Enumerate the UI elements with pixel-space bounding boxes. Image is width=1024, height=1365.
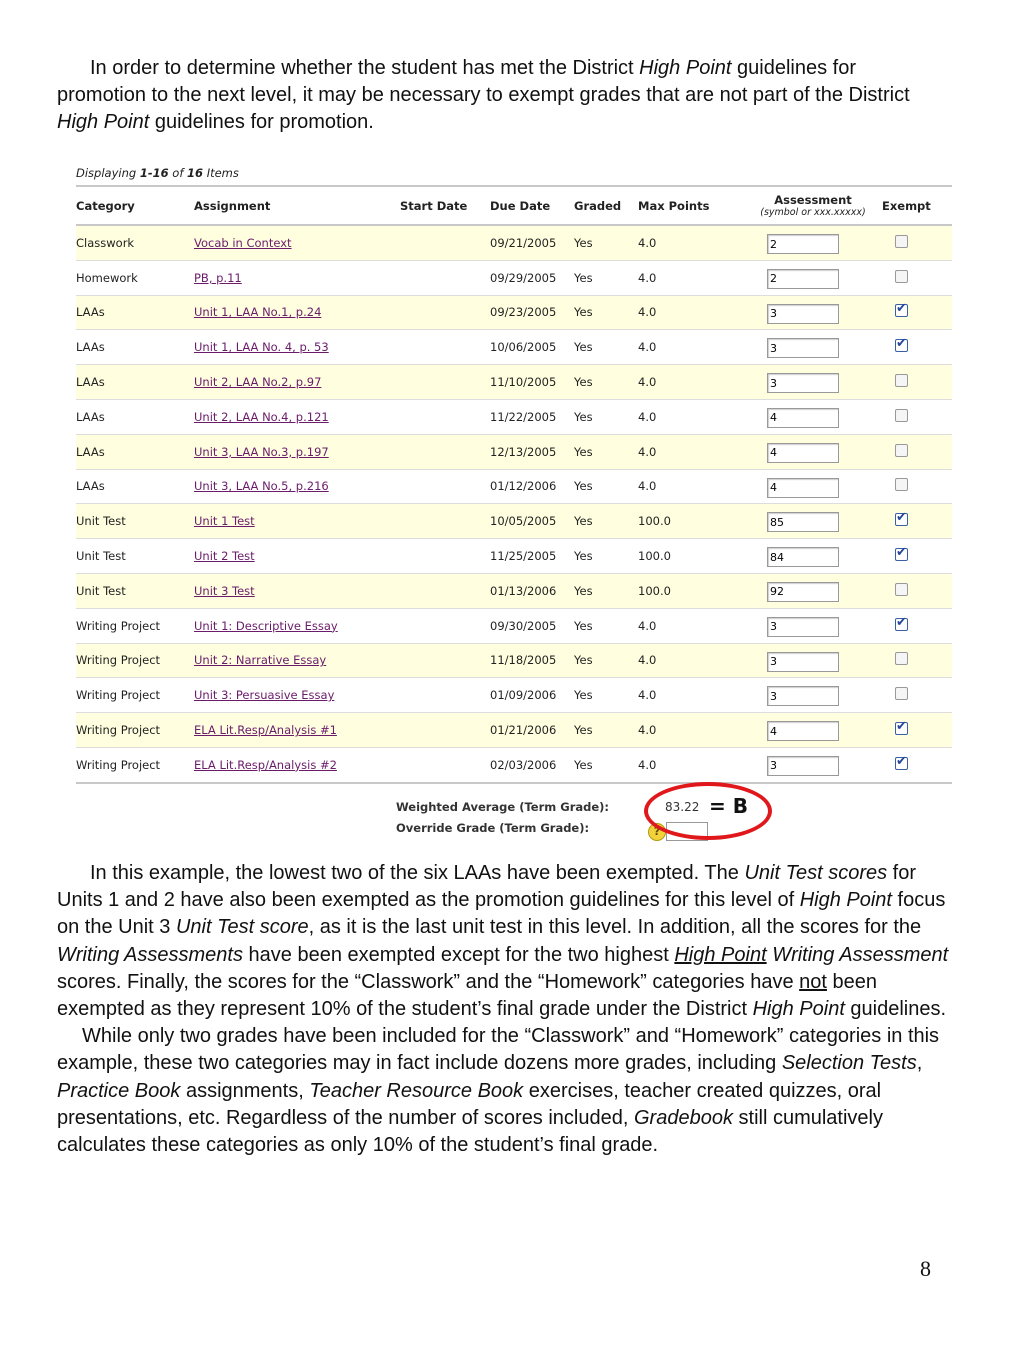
assignment-link[interactable]: Vocab in Context [194, 235, 292, 250]
table-row [76, 573, 952, 608]
cell-graded: Yes [574, 713, 638, 748]
cell-exempt [882, 643, 952, 678]
cell-max-points: 100.0 [638, 504, 744, 539]
cell-graded: Yes [574, 573, 638, 608]
cell-start-date [400, 608, 490, 643]
cell-assignment [194, 643, 400, 678]
items-count: Displaying 1-16 of 16 Items [76, 166, 239, 180]
cell-assessment [744, 225, 882, 260]
assignment-link[interactable]: Unit 2 Test [194, 549, 255, 564]
header-max-points[interactable]: Max Points [638, 186, 744, 225]
cell-exempt [882, 225, 952, 260]
header-graded[interactable]: Graded [574, 186, 638, 225]
exempt-checkbox[interactable] [895, 304, 908, 317]
cell-max-points: 4.0 [638, 260, 744, 295]
assessment-input[interactable] [767, 304, 839, 324]
assessment-input[interactable] [767, 756, 839, 776]
assessment-input[interactable] [767, 512, 839, 532]
exempt-checkbox[interactable] [895, 374, 908, 387]
exempt-checkbox[interactable] [895, 757, 908, 770]
cell-due-date: 11/10/2005 [490, 365, 574, 400]
cell-exempt [882, 539, 952, 574]
table-header-row [76, 186, 952, 225]
cell-assessment [744, 747, 882, 782]
assessment-input[interactable] [767, 234, 839, 254]
assessment-input[interactable] [767, 686, 839, 706]
cell-max-points: 4.0 [638, 643, 744, 678]
assessment-input[interactable] [767, 338, 839, 358]
cell-exempt [882, 713, 952, 748]
exempt-checkbox[interactable] [895, 339, 908, 352]
exempt-checkbox[interactable] [895, 548, 908, 561]
cell-assessment [744, 260, 882, 295]
cell-assessment [744, 504, 882, 539]
cell-category: Writing Project [76, 643, 194, 678]
cell-max-points: 4.0 [638, 678, 744, 713]
page-number: 8 [920, 1256, 931, 1281]
table-row [76, 643, 952, 678]
exempt-checkbox[interactable] [895, 409, 908, 422]
cell-start-date [400, 260, 490, 295]
cell-due-date: 01/13/2006 [490, 573, 574, 608]
table-row [76, 365, 952, 400]
cell-assessment [744, 469, 882, 504]
table-row [76, 225, 952, 260]
cell-graded: Yes [574, 295, 638, 330]
cell-graded: Yes [574, 504, 638, 539]
cell-graded: Yes [574, 365, 638, 400]
cell-category: Classwork [76, 225, 194, 260]
cell-max-points: 4.0 [638, 399, 744, 434]
assignment-link[interactable]: PB, p.11 [194, 270, 242, 285]
cell-start-date [400, 573, 490, 608]
cell-due-date: 09/29/2005 [490, 260, 574, 295]
cell-due-date: 11/25/2005 [490, 539, 574, 574]
cell-assessment [744, 643, 882, 678]
help-icon[interactable]: ? [648, 823, 666, 841]
cell-exempt [882, 747, 952, 782]
table-row [76, 504, 952, 539]
exempt-checkbox[interactable] [895, 270, 908, 283]
cell-category: Homework [76, 260, 194, 295]
assessment-input[interactable] [767, 269, 839, 289]
assessment-input[interactable] [767, 443, 839, 463]
assignment-link[interactable]: Unit 1: Descriptive Essay [194, 618, 338, 633]
cell-due-date: 01/09/2006 [490, 678, 574, 713]
assessment-input[interactable] [767, 652, 839, 672]
cell-start-date [400, 678, 490, 713]
cell-start-date [400, 504, 490, 539]
assignment-link[interactable]: Unit 3: Persuasive Essay [194, 688, 335, 703]
assessment-input[interactable] [767, 721, 839, 741]
cell-assessment [744, 713, 882, 748]
cell-assessment [744, 295, 882, 330]
cell-category: Unit Test [76, 504, 194, 539]
cell-assignment [194, 678, 400, 713]
cell-assessment [744, 573, 882, 608]
cell-max-points: 4.0 [638, 295, 744, 330]
exempt-checkbox[interactable] [895, 444, 908, 457]
cell-max-points: 4.0 [638, 330, 744, 365]
cell-max-points: 4.0 [638, 747, 744, 782]
letter-grade-annotation: = B [709, 794, 748, 818]
assessment-input[interactable] [767, 617, 839, 637]
cell-graded: Yes [574, 399, 638, 434]
table-row [76, 713, 952, 748]
cell-assessment [744, 539, 882, 574]
assignment-link[interactable]: ELA Lit.Resp/Analysis #2 [194, 757, 337, 772]
cell-assignment [194, 365, 400, 400]
cell-assessment [744, 678, 882, 713]
cell-category: LAAs [76, 399, 194, 434]
cell-graded: Yes [574, 678, 638, 713]
cell-start-date [400, 365, 490, 400]
cell-exempt [882, 399, 952, 434]
header-due-date[interactable]: Due Date [490, 186, 574, 225]
header-category[interactable]: Category [76, 186, 194, 225]
assignment-link[interactable]: Unit 3, LAA No.5, p.216 [194, 479, 329, 494]
cell-assessment [744, 365, 882, 400]
gradebook-rows [76, 225, 952, 783]
table-row [76, 260, 952, 295]
cell-assignment [194, 504, 400, 539]
cell-max-points: 100.0 [638, 539, 744, 574]
cell-max-points: 4.0 [638, 713, 744, 748]
assessment-input[interactable] [767, 478, 839, 498]
cell-max-points: 4.0 [638, 608, 744, 643]
gradebook-table [76, 185, 952, 784]
cell-exempt [882, 608, 952, 643]
cell-start-date [400, 225, 490, 260]
cell-start-date [400, 747, 490, 782]
cell-category: LAAs [76, 295, 194, 330]
cell-category: LAAs [76, 469, 194, 504]
assignment-link[interactable]: Unit 1, LAA No. 4, p. 53 [194, 340, 329, 355]
cell-graded: Yes [574, 747, 638, 782]
header-start-date[interactable]: Start Date [400, 186, 490, 225]
cell-assessment [744, 608, 882, 643]
explanation-paragraph-1: In this example, the lowest two of the six LAAs have been exempted. The Unit Test scores for Units 1 and 2 have also been exempted as the promotion guidelines for this level of High Point focus on the Unit 3 Unit Test score, as it is the last unit test in this level. In addition, all the scores for the Writing Assessments have been exempted except for the two highest High Point Writing Assessment scores. Finally, the scores for the “Classwork” and the “Homework” categories have not been exempted as they represent 10% of the student’s final grade under the District High Point guidelines. [57, 862, 949, 1021]
cell-assignment [194, 330, 400, 365]
assignment-link[interactable]: Unit 3 Test [194, 583, 255, 598]
cell-assignment [194, 434, 400, 469]
header-assignment[interactable]: Assignment [194, 186, 400, 225]
header-assessment [744, 186, 882, 225]
table-row [76, 469, 952, 504]
cell-exempt [882, 469, 952, 504]
header-exempt: Exempt [882, 186, 952, 225]
cell-category: LAAs [76, 330, 194, 365]
cell-due-date: 09/30/2005 [490, 608, 574, 643]
cell-exempt [882, 330, 952, 365]
cell-assignment [194, 399, 400, 434]
cell-start-date [400, 295, 490, 330]
exempt-checkbox[interactable] [895, 478, 908, 491]
cell-exempt [882, 434, 952, 469]
exempt-checkbox[interactable] [895, 687, 908, 700]
cell-assignment [194, 608, 400, 643]
cell-graded: Yes [574, 330, 638, 365]
explanation-text [57, 860, 967, 1159]
table-row [76, 747, 952, 782]
table-row [76, 539, 952, 574]
assessment-input[interactable] [767, 547, 839, 567]
assignment-link[interactable]: Unit 2, LAA No.2, p.97 [194, 375, 322, 390]
exempt-checkbox[interactable] [895, 583, 908, 596]
assignment-link[interactable]: Unit 1, LAA No.1, p.24 [194, 305, 322, 320]
cell-category: Writing Project [76, 608, 194, 643]
cell-assignment [194, 260, 400, 295]
weighted-average-label: Weighted Average (Term Grade): [396, 800, 610, 814]
assignment-link[interactable]: ELA Lit.Resp/Analysis #1 [194, 723, 337, 738]
cell-max-points: 100.0 [638, 573, 744, 608]
cell-graded: Yes [574, 643, 638, 678]
header-assessment-hint: (symbol or xxx.xxxxx) [760, 207, 866, 218]
cell-exempt [882, 573, 952, 608]
cell-due-date: 09/21/2005 [490, 225, 574, 260]
weighted-average-value: 83.22 [665, 800, 700, 814]
table-row [76, 434, 952, 469]
cell-assessment [744, 434, 882, 469]
cell-assignment [194, 573, 400, 608]
cell-assignment [194, 713, 400, 748]
assignment-link[interactable]: Unit 1 Test [194, 514, 255, 529]
cell-start-date [400, 399, 490, 434]
cell-start-date [400, 713, 490, 748]
cell-assignment [194, 295, 400, 330]
cell-due-date: 01/21/2006 [490, 713, 574, 748]
assessment-input[interactable] [767, 373, 839, 393]
table-row [76, 330, 952, 365]
table-row [76, 295, 952, 330]
exempt-checkbox[interactable] [895, 722, 908, 735]
cell-due-date: 10/06/2005 [490, 330, 574, 365]
cell-graded: Yes [574, 539, 638, 574]
cell-category: Writing Project [76, 747, 194, 782]
exempt-checkbox[interactable] [895, 235, 908, 248]
cell-category: Writing Project [76, 678, 194, 713]
cell-due-date: 11/22/2005 [490, 399, 574, 434]
cell-exempt [882, 295, 952, 330]
cell-due-date: 01/12/2006 [490, 469, 574, 504]
exempt-checkbox[interactable] [895, 513, 908, 526]
cell-due-date: 10/05/2005 [490, 504, 574, 539]
cell-graded: Yes [574, 260, 638, 295]
highlight-circle [644, 782, 772, 840]
cell-graded: Yes [574, 225, 638, 260]
cell-max-points: 4.0 [638, 225, 744, 260]
cell-category: Unit Test [76, 573, 194, 608]
cell-assignment [194, 747, 400, 782]
cell-start-date [400, 330, 490, 365]
cell-exempt [882, 504, 952, 539]
cell-graded: Yes [574, 469, 638, 504]
cell-max-points: 4.0 [638, 434, 744, 469]
cell-category: LAAs [76, 434, 194, 469]
exempt-checkbox[interactable] [895, 652, 908, 665]
exempt-checkbox[interactable] [895, 618, 908, 631]
cell-category: Writing Project [76, 713, 194, 748]
table-row [76, 399, 952, 434]
cell-exempt [882, 678, 952, 713]
assignment-link[interactable]: Unit 3, LAA No.3, p.197 [194, 444, 329, 459]
override-grade-label: Override Grade (Term Grade): [396, 821, 590, 835]
explanation-paragraph-2: While only two grades have been included for the “Classwork” and “Homework” categories in this example, these two categories may in fact include dozens more grades, including Selection Tests, Practice Book assignments, Teacher Resource Book exercises, teacher created quizzes, oral presentations, etc. Regardless of the number of scores included, Gradebook still cumulatively calculates these categories as only 10% of the student’s final grade. [57, 1025, 940, 1157]
cell-category: LAAs [76, 365, 194, 400]
cell-start-date [400, 469, 490, 504]
cell-graded: Yes [574, 608, 638, 643]
cell-due-date: 12/13/2005 [490, 434, 574, 469]
cell-max-points: 4.0 [638, 365, 744, 400]
cell-due-date: 02/03/2006 [490, 747, 574, 782]
cell-assignment [194, 469, 400, 504]
cell-assessment [744, 399, 882, 434]
assignment-link[interactable]: Unit 2, LAA No.4, p.121 [194, 409, 329, 424]
assignment-link[interactable]: Unit 2: Narrative Essay [194, 653, 327, 668]
cell-assessment [744, 330, 882, 365]
table-row [76, 608, 952, 643]
cell-max-points: 4.0 [638, 469, 744, 504]
assessment-input[interactable] [767, 582, 839, 602]
cell-assignment [194, 539, 400, 574]
cell-exempt [882, 365, 952, 400]
cell-start-date [400, 643, 490, 678]
cell-due-date: 11/18/2005 [490, 643, 574, 678]
header-assessment-label: Assessment [774, 193, 852, 207]
table-row [76, 678, 952, 713]
cell-assignment [194, 225, 400, 260]
cell-due-date: 09/23/2005 [490, 295, 574, 330]
cell-start-date [400, 539, 490, 574]
cell-category: Unit Test [76, 539, 194, 574]
assessment-input[interactable] [767, 408, 839, 428]
cell-start-date [400, 434, 490, 469]
intro-paragraph: In order to determine whether the student has met the District High Point guidelines for promotion to the next level, it may be necessary to exempt grades that are not part of the District High Point guidelines for promotion. [57, 57, 910, 134]
cell-exempt [882, 260, 952, 295]
cell-graded: Yes [574, 434, 638, 469]
